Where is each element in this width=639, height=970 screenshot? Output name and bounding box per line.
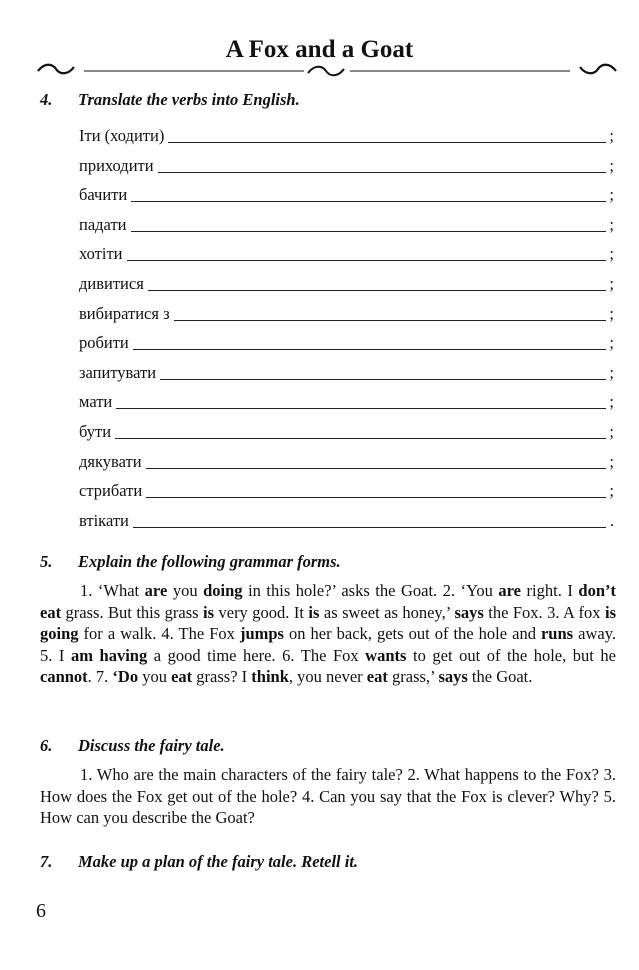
page-title: A Fox and a Goat xyxy=(225,36,414,63)
text-segment: as sweet as honey,’ xyxy=(319,602,455,622)
verb-row xyxy=(79,420,614,442)
verb-word: падати xyxy=(79,214,127,234)
text-segment: grass,’ xyxy=(387,667,439,686)
text-segment: grass. But this grass xyxy=(61,602,204,622)
text-segment: very good. It xyxy=(214,602,309,622)
verb-punctuation: ; xyxy=(609,333,614,353)
exercise-6-heading xyxy=(40,736,225,756)
verb-word: дивитися xyxy=(79,274,144,293)
verb-row xyxy=(79,272,614,294)
text-segment: 1. ‘What xyxy=(80,581,145,600)
grammar-form: eat xyxy=(171,667,193,686)
exercise-6-questions: 1. Who are the main characters of the fairy tale? 2. What happens to the Fox? 3. How does the Fox get out of the hole? 4. Can you say that the Fox is clever? Why? 5. How can you describe the Goat? xyxy=(40,765,616,827)
text-segment: to get out of the hole, but he xyxy=(406,645,616,665)
answer-line[interactable] xyxy=(146,483,606,498)
verb-word: стрибати xyxy=(79,481,143,501)
exercise-4-heading xyxy=(40,90,300,110)
answer-line[interactable] xyxy=(115,424,606,439)
text-segment: you xyxy=(138,667,172,686)
verb-row xyxy=(79,331,614,353)
verb-punctuation: ; xyxy=(609,185,614,205)
grammar-form: wants xyxy=(365,645,407,665)
exercise-5-number: 5. xyxy=(40,552,53,571)
grammar-form: runs xyxy=(540,624,574,643)
verb-punctuation: ; xyxy=(609,362,614,382)
verb-punctuation: ; xyxy=(609,392,614,412)
verb-word: робити xyxy=(79,333,129,353)
verb-word: приходити xyxy=(79,155,154,175)
verb-word: бачити xyxy=(79,185,128,205)
answer-line[interactable] xyxy=(133,513,606,528)
grammar-form: jumps xyxy=(239,624,284,643)
verb-word: мати xyxy=(79,392,113,412)
grammar-form: says xyxy=(438,667,468,686)
verb-row xyxy=(79,183,614,205)
answer-line[interactable] xyxy=(131,217,607,232)
exercise-6-number: 6. xyxy=(40,736,53,755)
answer-line[interactable] xyxy=(174,306,606,321)
verb-row xyxy=(79,302,614,324)
verb-row xyxy=(79,479,614,501)
exercise-4-number: 4. xyxy=(40,90,53,109)
exercise-5-text xyxy=(40,580,616,688)
grammar-form: is xyxy=(308,602,320,622)
grammar-form: don’t eat xyxy=(40,581,616,622)
answer-line[interactable] xyxy=(158,158,606,173)
verb-punctuation: . xyxy=(609,510,614,530)
answer-line[interactable] xyxy=(160,365,606,380)
answer-line[interactable] xyxy=(127,246,607,261)
exercise-6-instruction: Discuss the fairy tale. xyxy=(78,736,225,755)
grammar-form: are xyxy=(498,581,522,600)
text-segment: on her back, gets out of the hole and xyxy=(283,624,541,643)
verb-punctuation: ; xyxy=(609,244,614,264)
grammar-form: cannot xyxy=(40,667,88,686)
grammar-form: think xyxy=(251,667,289,686)
text-segment: away. 5. I xyxy=(40,624,616,665)
answer-line[interactable] xyxy=(131,187,606,202)
verb-punctuation: ; xyxy=(609,155,614,175)
grammar-form: am having xyxy=(70,645,148,665)
verb-punctuation: ; xyxy=(609,422,614,441)
verb-row xyxy=(79,213,614,235)
answer-line[interactable] xyxy=(116,394,606,409)
answer-line[interactable] xyxy=(146,454,606,469)
verb-word: хотіти xyxy=(79,244,123,264)
page-number: 6 xyxy=(36,900,46,922)
verb-word: Іти (ходити) xyxy=(79,126,165,145)
exercise-7-number: 7. xyxy=(40,852,53,871)
verb-punctuation: ; xyxy=(609,214,614,234)
answer-line[interactable] xyxy=(133,335,606,350)
answer-line[interactable] xyxy=(148,276,606,291)
verb-row xyxy=(79,124,614,146)
verb-word: вибиратися з xyxy=(79,303,170,323)
text-segment: . 7. xyxy=(87,667,113,686)
verb-row xyxy=(79,154,614,176)
exercise-5-instruction: Explain the following grammar forms. xyxy=(78,552,341,571)
text-segment: a good time here. 6. The Fox xyxy=(147,645,366,665)
text-segment: the Goat. xyxy=(467,667,533,686)
verb-punctuation: ; xyxy=(609,451,614,471)
exercise-7-instruction: Make up a plan of the fairy tale. Retell it. xyxy=(78,852,359,871)
title-ornament xyxy=(36,60,618,80)
grammar-form: are xyxy=(144,581,168,600)
grammar-form: is going xyxy=(40,602,616,643)
grammar-form: ‘Do xyxy=(112,667,139,686)
text-segment: for a walk. 4. The Fox xyxy=(78,624,240,643)
verb-punctuation: ; xyxy=(609,126,614,145)
verb-word: дякувати xyxy=(79,451,142,471)
verb-word: бути xyxy=(79,422,112,441)
text-segment: , you never xyxy=(288,667,367,686)
verb-row xyxy=(79,361,614,383)
text-segment: in this hole?’ asks the Goat. 2. ‘You xyxy=(242,581,499,600)
text-segment: right. I xyxy=(521,581,579,600)
exercise-6-text xyxy=(40,764,616,829)
text-segment: the Fox. 3. A fox xyxy=(483,602,605,622)
text-segment: you xyxy=(167,581,204,600)
answer-line[interactable] xyxy=(168,128,606,143)
grammar-form: eat xyxy=(366,667,388,686)
exercise-5-heading xyxy=(40,552,341,572)
verb-row xyxy=(79,450,614,472)
exercise-4-instruction: Translate the verbs into English. xyxy=(78,90,300,109)
verb-row xyxy=(79,509,614,531)
grammar-form: doing xyxy=(203,581,243,600)
verb-punctuation: ; xyxy=(609,303,614,323)
grammar-form: is xyxy=(203,602,215,622)
verb-punctuation: ; xyxy=(609,274,614,293)
exercise-7-heading xyxy=(40,852,358,872)
grammar-form: says xyxy=(454,602,484,622)
verb-word: запитувати xyxy=(79,362,157,382)
verb-row xyxy=(79,242,614,264)
verb-row xyxy=(79,390,614,412)
text-segment: grass? I xyxy=(192,667,252,686)
verb-punctuation: ; xyxy=(609,481,614,501)
verb-word: втікати xyxy=(79,510,129,530)
